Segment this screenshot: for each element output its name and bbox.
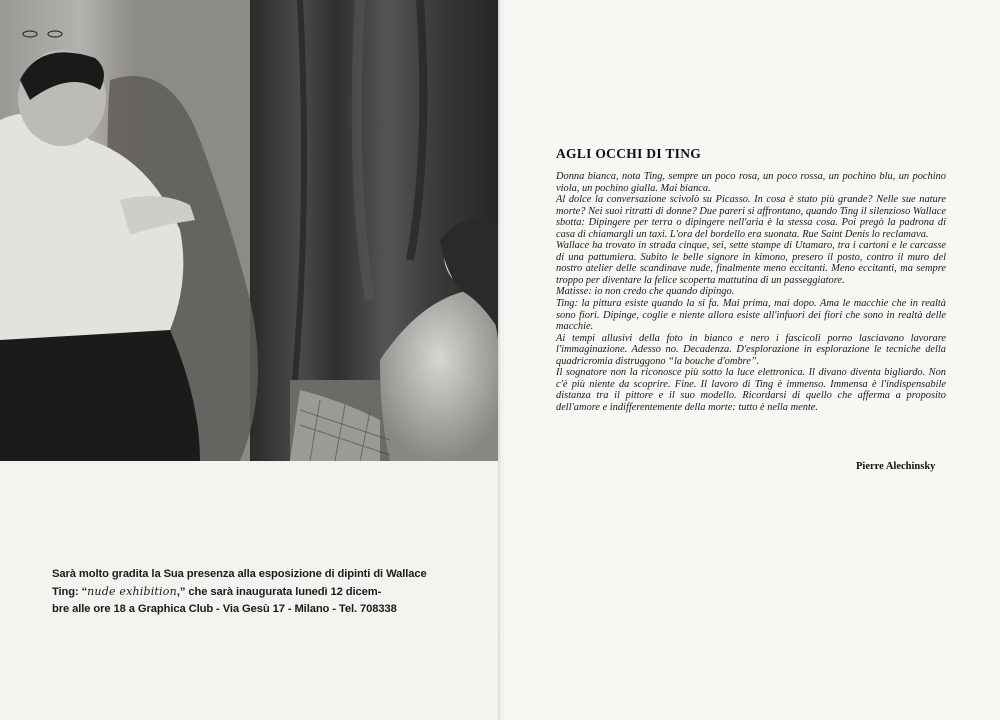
- invitation-line-1: Sarà molto gradita la Sua presenza alla esposizione di dipinti di Wallace: [52, 568, 427, 580]
- handwritten-exhibition-title: nude exhibition: [87, 585, 177, 598]
- article-paragraph: Ting: la pittura esiste quando la si fa. Mai prima, mai dopo. Ama le macchie che in realtà sono fiori. Dipinge, coglie e niente allora esiste all'infuori dei fiori che sono in realtà delle macchie.: [556, 298, 946, 333]
- article-paragraph: Donna bianca, nota Ting, sempre un poco rosa, un poco rossa, un pochino blu, un pochino viola, un pochino gialla. Mai bianca.: [556, 171, 946, 194]
- black-and-white-photograph: [0, 0, 499, 461]
- article-paragraph: Wallace ha trovato in strada cinque, sei, sette stampe di Utamaro, tra i cartoni e le carcasse di una pattumiera. Subito le belle signore in kimono, presero il posto, contro il muro del nostro atelier delle scandinave nude, finalmente meno eccitanti. Meno eccitanti, ma sempre troppo per diventare la felice scoperta mattutina di un passeggiatore.: [556, 240, 946, 286]
- article-paragraph: Il sognatore non la riconosce più sotto la luce elettronica. Il divano diventa bigliardo. Non c'è più niente da scoprire. Fine. Il lavoro di Ting è immenso. Immensa è l'indispensabile distanza tra il pittore e il suo modello. Ricordarsi di quello che afferma a proposito dell'amore e indifferentemente della morte: tutto è nella mente.: [556, 367, 946, 413]
- article-paragraph: Al dolce la conversazione scivolò su Picasso. In cosa è stato più grande? Nelle sue nature morte? Nei suoi ritratti di donne? Due pareri si affrontano, quando Ting il silenzioso Wallace sbotta: Dipingere per terra o dipingere nell'aria è la stessa cosa. Poi pregò la padrona di casa di chiamargli un taxi. L'ora del bordello era suonata. Rue Saint Denis lo reclamava.: [556, 194, 946, 240]
- invitation-text: [52, 566, 447, 618]
- article-body: [556, 171, 946, 413]
- invitation-line-2-suffix: ,” che sarà inaugurata lunedì 12 dicem-: [176, 586, 382, 598]
- article-paragraph: Matisse: io non credo che quando dipingo.: [556, 286, 735, 298]
- left-page: [0, 0, 499, 720]
- invitation-line-3: bre alle ore 18 a Graphica Club - Via Gesù 17 - Milano - Tel. 708338: [52, 603, 397, 615]
- article-title: AGLI OCCHI DI TING: [556, 146, 702, 161]
- invitation-line-2: [52, 583, 447, 601]
- invitation-line-2-prefix: Ting: “: [52, 586, 88, 598]
- author-signature: Pierre Alechinsky: [856, 461, 936, 472]
- article-paragraph: Ai tempi allusivi della foto in bianco e nero i fascicoli porno lasciavano lavorare l'immaginazione. Adesso no. Decadenza. D'esplorazione in esplorazione le tecniche della quadricromia distruggono “la bouche d'ombre”.: [556, 332, 946, 367]
